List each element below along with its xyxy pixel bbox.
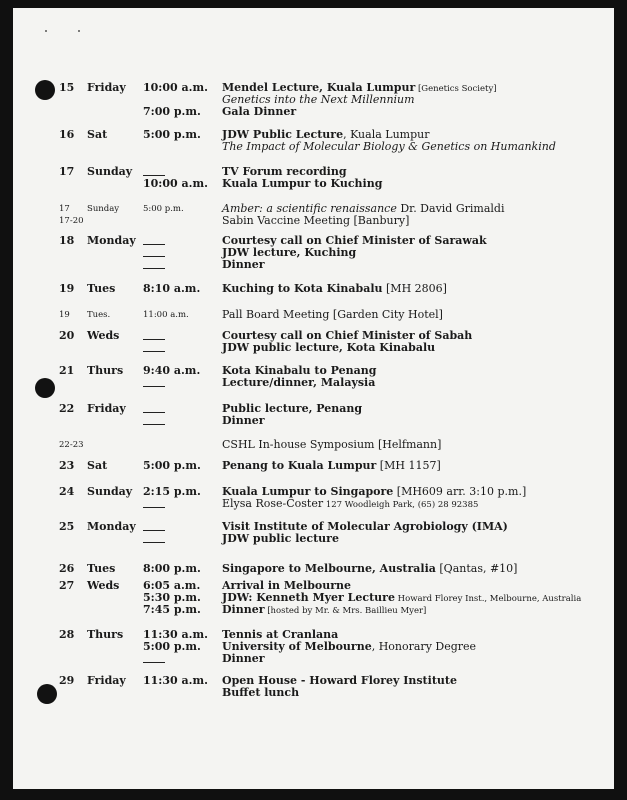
description-text: Kuala Lumpur to Singapore — [222, 485, 394, 498]
event-description — [222, 687, 299, 699]
description-text: [Qantas, #10] — [435, 562, 518, 575]
event-time: 5:00 p.m. — [143, 640, 201, 653]
event-time: 11:00 a.m. — [143, 310, 189, 320]
event-weekday: Monday — [87, 520, 136, 533]
description-text: Kota Kinabalu to Penang — [222, 364, 377, 377]
event-description — [222, 141, 556, 153]
event-weekday: Sunday — [87, 165, 133, 178]
event-description — [222, 533, 339, 545]
event-time: 5:30 p.m. — [143, 591, 201, 604]
description-text: Amber: a scientific renaissance — [222, 202, 397, 215]
description-text: Courtesy call on Chief Minister of Sabah — [222, 329, 473, 342]
event-weekday: Tues. — [87, 310, 111, 320]
punch-hole — [35, 80, 55, 100]
event-day: 25 — [59, 520, 75, 533]
description-text: Mendel Lecture, Kuala Lumpur — [222, 81, 416, 94]
blank-underline — [143, 330, 165, 340]
event-description — [222, 106, 296, 118]
event-description — [222, 215, 409, 227]
punch-hole — [35, 378, 55, 398]
event-day: 26 — [59, 562, 75, 575]
event-description — [222, 653, 265, 665]
event-day: 19 — [59, 282, 75, 295]
event-day: 22-23 — [59, 440, 84, 450]
description-text: Howard Florey Inst., Melbourne, Australia — [394, 594, 582, 604]
event-day: 22 — [59, 402, 75, 415]
event-time: 5:00 p.m. — [143, 204, 184, 214]
description-text: Arrival in Melbourne — [222, 579, 352, 592]
event-description — [222, 178, 382, 190]
event-time: 10:00 a.m. — [143, 81, 208, 94]
event-description — [222, 415, 265, 427]
time-placeholder-line — [143, 498, 165, 511]
event-day: 18 — [59, 234, 75, 247]
event-time: 6:05 a.m. — [143, 579, 201, 592]
description-text: , Honorary Degree — [371, 640, 477, 653]
event-weekday: Monday — [87, 234, 136, 247]
event-time: 9:40 a.m. — [143, 364, 201, 377]
blank-underline — [143, 521, 165, 531]
event-time: 7:45 p.m. — [143, 603, 201, 616]
event-time: 11:30 a.m. — [143, 628, 208, 641]
event-time: 7:00 p.m. — [143, 105, 201, 118]
event-weekday: Tues — [87, 562, 116, 575]
blank-underline — [143, 653, 165, 663]
description-text: Genetics into the Next Millennium — [222, 93, 415, 106]
event-day: 24 — [59, 485, 75, 498]
speck — [45, 30, 47, 32]
description-text: JDW: Kenneth Myer Lecture — [222, 591, 395, 604]
description-text: JDW lecture, Kuching — [222, 246, 357, 259]
event-description — [222, 460, 441, 472]
description-text: University of Melbourne — [222, 640, 372, 653]
description-text: Dinner — [222, 652, 265, 665]
event-weekday: Sunday — [87, 204, 120, 214]
description-text: Gala Dinner — [222, 105, 297, 118]
event-day: 23 — [59, 459, 75, 472]
event-weekday: Friday — [87, 402, 126, 415]
blank-underline — [143, 533, 165, 543]
event-description — [222, 604, 426, 616]
description-text: Singapore to Melbourne, Australia — [222, 562, 436, 575]
description-text: The Impact of Molecular Biology & Genetics on Humankind — [222, 140, 556, 153]
time-placeholder-line — [143, 342, 165, 355]
description-text: Penang to Kuala Lumpur — [222, 459, 377, 472]
time-placeholder-line — [143, 377, 165, 390]
event-time: 5:00 p.m. — [143, 459, 201, 472]
event-description — [222, 563, 517, 575]
event-time: 8:10 a.m. — [143, 282, 201, 295]
description-text: Tennis at Cranlana — [222, 628, 339, 641]
time-placeholder-line — [143, 259, 165, 272]
description-text: Buffet lunch — [222, 686, 300, 699]
event-time: 5:00 p.m. — [143, 128, 201, 141]
blank-underline — [143, 498, 165, 508]
description-text: Pall Board Meeting [Garden City Hotel] — [222, 308, 443, 321]
description-text: JDW public lecture, Kota Kinabalu — [222, 341, 436, 354]
event-day: 16 — [59, 128, 75, 141]
event-weekday: Sunday — [87, 485, 133, 498]
event-time: 10:00 a.m. — [143, 177, 208, 190]
event-weekday: Weds — [87, 329, 120, 342]
description-text: Sabin Vaccine Meeting [Banbury] — [222, 214, 410, 227]
description-text: Dinner — [222, 603, 265, 616]
event-time: 2:15 p.m. — [143, 485, 201, 498]
blank-underline — [143, 247, 165, 257]
description-text: 127 Woodleigh Park, (65) 28 92385 — [323, 500, 479, 510]
event-day: 19 — [59, 310, 70, 320]
description-text: , Kuala Lumpur — [343, 128, 430, 141]
description-text: Kuching to Kota Kinabalu — [222, 282, 383, 295]
event-weekday: Thurs — [87, 628, 124, 641]
event-weekday: Tues — [87, 282, 116, 295]
time-placeholder-line — [143, 653, 165, 666]
event-description — [222, 342, 435, 354]
time-placeholder-line — [143, 415, 165, 428]
description-text: [MH 1157] — [376, 459, 441, 472]
description-text: Visit Institute of Molecular Agrobiology (IMA) — [222, 520, 508, 533]
event-day: 29 — [59, 674, 75, 687]
description-text: Elysa Rose-Coster — [222, 497, 324, 510]
document-page — [13, 8, 614, 789]
blank-underline — [143, 342, 165, 352]
description-text: [hosted by Mr. & Mrs. Baillieu Myer] — [264, 606, 427, 616]
event-weekday: Friday — [87, 81, 126, 94]
event-day: 15 — [59, 81, 75, 94]
description-text: Lecture/dinner, Malaysia — [222, 376, 376, 389]
event-weekday: Weds — [87, 579, 120, 592]
blank-underline — [143, 166, 165, 176]
event-weekday: Thurs — [87, 364, 124, 377]
description-text: Kuala Lumpur to Kuching — [222, 177, 383, 190]
description-text: JDW public lecture — [222, 532, 339, 545]
description-text: CSHL In-house Symposium [Helfmann] — [222, 438, 442, 451]
event-description — [222, 592, 581, 604]
event-description — [222, 259, 265, 271]
event-day: 28 — [59, 628, 75, 641]
event-description — [222, 377, 375, 389]
description-text: JDW Public Lecture — [222, 128, 344, 141]
description-text: Courtesy call on Chief Minister of Sarawak — [222, 234, 487, 247]
speck — [78, 30, 80, 32]
description-text: [MH609 arr. 3:10 p.m.] — [393, 485, 527, 498]
description-text: TV Forum recording — [222, 165, 347, 178]
description-text: [MH 2806] — [382, 282, 447, 295]
punch-hole — [37, 684, 57, 704]
event-description — [222, 283, 447, 295]
blank-underline — [143, 415, 165, 425]
event-day: 17-20 — [59, 216, 84, 226]
event-time: 11:30 a.m. — [143, 674, 208, 687]
event-weekday: Friday — [87, 674, 126, 687]
blank-underline — [143, 235, 165, 245]
blank-underline — [143, 377, 165, 387]
event-day: 17 — [59, 204, 70, 214]
event-weekday: Sat — [87, 128, 108, 141]
description-text: Public lecture, Penang — [222, 402, 363, 415]
blank-underline — [143, 259, 165, 269]
event-description — [222, 498, 478, 510]
blank-underline — [143, 403, 165, 413]
event-day: 17 — [59, 165, 75, 178]
event-description — [222, 439, 441, 451]
event-day: 27 — [59, 579, 75, 592]
description-text: Open House - Howard Florey Institute — [222, 674, 457, 687]
event-day: 21 — [59, 364, 75, 377]
event-day: 20 — [59, 329, 75, 342]
description-text: Dinner — [222, 258, 265, 271]
time-placeholder-line — [143, 533, 165, 546]
description-text: [Genetics Society] — [415, 84, 497, 94]
description-text: Dr. David Grimaldi — [396, 202, 505, 215]
event-description — [222, 309, 443, 321]
event-weekday: Sat — [87, 459, 108, 472]
description-text: Dinner — [222, 414, 265, 427]
event-time: 8:00 p.m. — [143, 562, 201, 575]
